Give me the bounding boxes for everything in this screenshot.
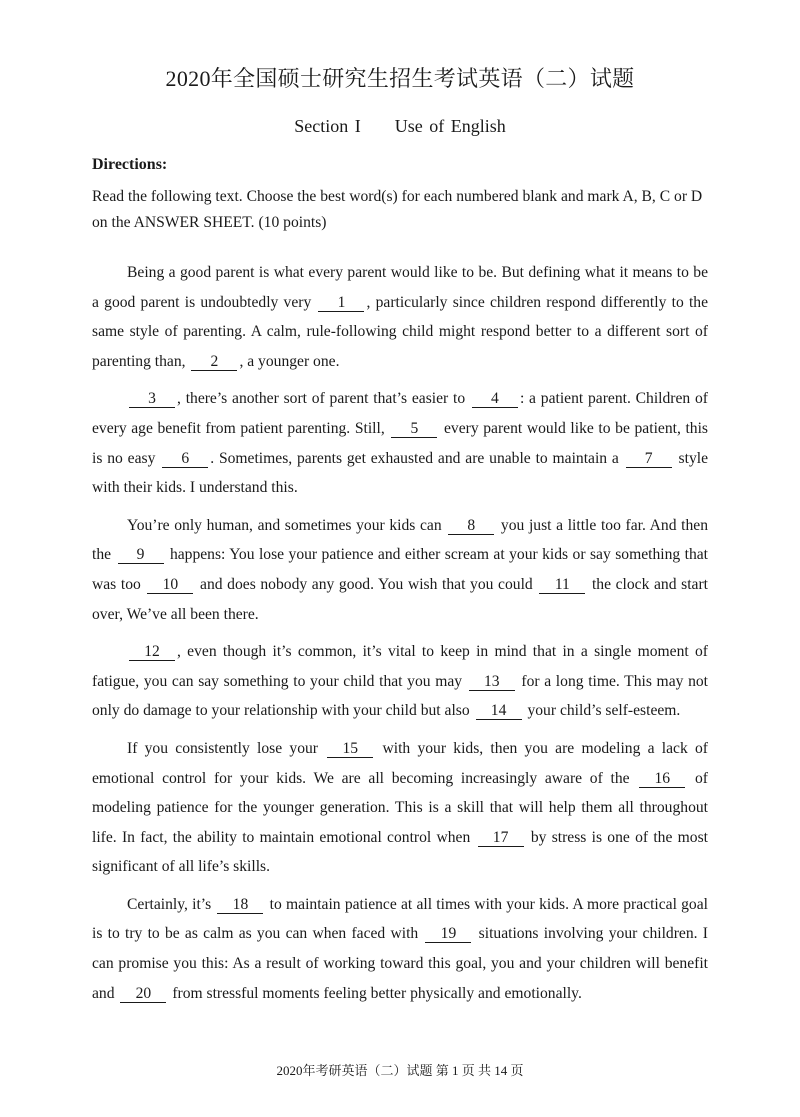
section-heading xyxy=(0,116,800,137)
passage-text: , even though it’s common, it’s vital to keep in mind that in a single moment of fatigue, you can say something to your child that you may xyxy=(92,643,708,690)
passage-text: every parent would like to be patient, this is no easy xyxy=(92,419,708,467)
numbered-blank: 4 xyxy=(472,390,518,408)
passage-text: for a long time. This may not only do damage to your relationship with your child but also xyxy=(92,672,708,720)
numbered-blank: 17 xyxy=(478,829,524,847)
passage-paragraph xyxy=(92,258,708,376)
numbered-blank: 3 xyxy=(129,390,175,408)
passage-text: You’re only human, and sometimes your kids can xyxy=(127,516,447,534)
passage-text: : a patient parent. Children of every age benefit from patient parenting. Still, xyxy=(92,390,708,437)
numbered-blank: 13 xyxy=(469,673,515,691)
numbered-blank: 14 xyxy=(476,702,522,720)
page-footer: 2020年考研英语（二）试题 第 1 页 共 14 页 xyxy=(276,1063,524,1078)
passage-text: , there’s another sort of parent that’s easier to xyxy=(177,390,470,408)
numbered-blank: 12 xyxy=(129,643,175,661)
passage-paragraph xyxy=(92,734,708,882)
numbered-blank: 10 xyxy=(147,576,193,594)
numbered-blank: 9 xyxy=(118,546,164,564)
numbered-blank: 8 xyxy=(448,517,494,535)
numbered-blank: 1 xyxy=(318,294,364,312)
passage-text: you just a little too far. And then the xyxy=(92,516,708,564)
passage-text: style with their kids. I understand this. xyxy=(92,449,708,497)
passage-text: happens: You lose your patience and either scream at your kids or say something that was too xyxy=(92,546,708,593)
numbered-blank: 16 xyxy=(639,770,685,788)
passage-text: with your kids, then you are modeling a lack of emotional control for your kids. We are all becoming increasingly aware of the xyxy=(92,739,708,787)
passage-text: and does nobody any good. You wish that you could xyxy=(195,575,538,593)
numbered-blank: 5 xyxy=(391,420,437,438)
passage-text: your child’s self-esteem. xyxy=(523,702,681,720)
passage-text: , a younger one. xyxy=(239,352,340,370)
passage-text: If you consistently lose your xyxy=(127,739,326,757)
cloze-passage xyxy=(92,258,708,1016)
numbered-blank: 2 xyxy=(191,353,237,371)
numbered-blank: 15 xyxy=(327,740,373,758)
numbered-blank: 11 xyxy=(539,576,585,594)
numbered-blank: 18 xyxy=(217,896,263,914)
numbered-blank: 6 xyxy=(162,450,208,468)
numbered-blank: 19 xyxy=(425,925,471,943)
section-name: Use of English xyxy=(394,116,506,136)
passage-text: to maintain patience at all times with your kids. A more practical goal is to try to be as calm as you can when faced with xyxy=(92,895,708,943)
passage-paragraph xyxy=(92,637,708,726)
passage-paragraph xyxy=(92,384,708,502)
numbered-blank: 7 xyxy=(626,450,672,468)
numbered-blank: 20 xyxy=(120,985,166,1003)
passage-text: , particularly since children respond differently to the same style of parenting. A calm, rule-following child might respond better to a different sort of parenting than, xyxy=(92,293,709,370)
passage-paragraph xyxy=(92,890,708,1008)
passage-text: . Sometimes, parents get exhausted and are unable to maintain a xyxy=(210,449,624,467)
exam-title: 2020年全国硕士研究生招生考试英语（二）试题 xyxy=(165,66,635,91)
passage-text: of modeling patience for the younger generation. This is a skill that will help them all throughout life. In fact, the ability to maintain emotional control when xyxy=(92,769,708,846)
section-number: Section I xyxy=(294,116,361,136)
passage-text: the clock and start over, We’ve all been there. xyxy=(92,575,708,623)
directions-text: Read the following text. Choose the best word(s) for each numbered blank and mark A, B, C or D on the ANSWER SHEET. (10 points) xyxy=(92,188,703,231)
passage-text: Being a good parent is what every parent would like to be. But defining what it means to be a good parent is undoubtedly very xyxy=(92,264,708,311)
passage-text: by stress is one of the most significant of all life’s skills. xyxy=(92,828,708,876)
directions-label: Directions: xyxy=(92,156,168,173)
passage-text: from stressful moments feeling better physically and emotionally. xyxy=(168,984,582,1002)
passage-paragraph xyxy=(92,511,708,629)
passage-text: Certainly, it’s xyxy=(127,895,216,913)
passage-text: situations involving your children. I can promise you this: As a result of working toward this goal, you and your children will benefit and xyxy=(92,925,708,1002)
